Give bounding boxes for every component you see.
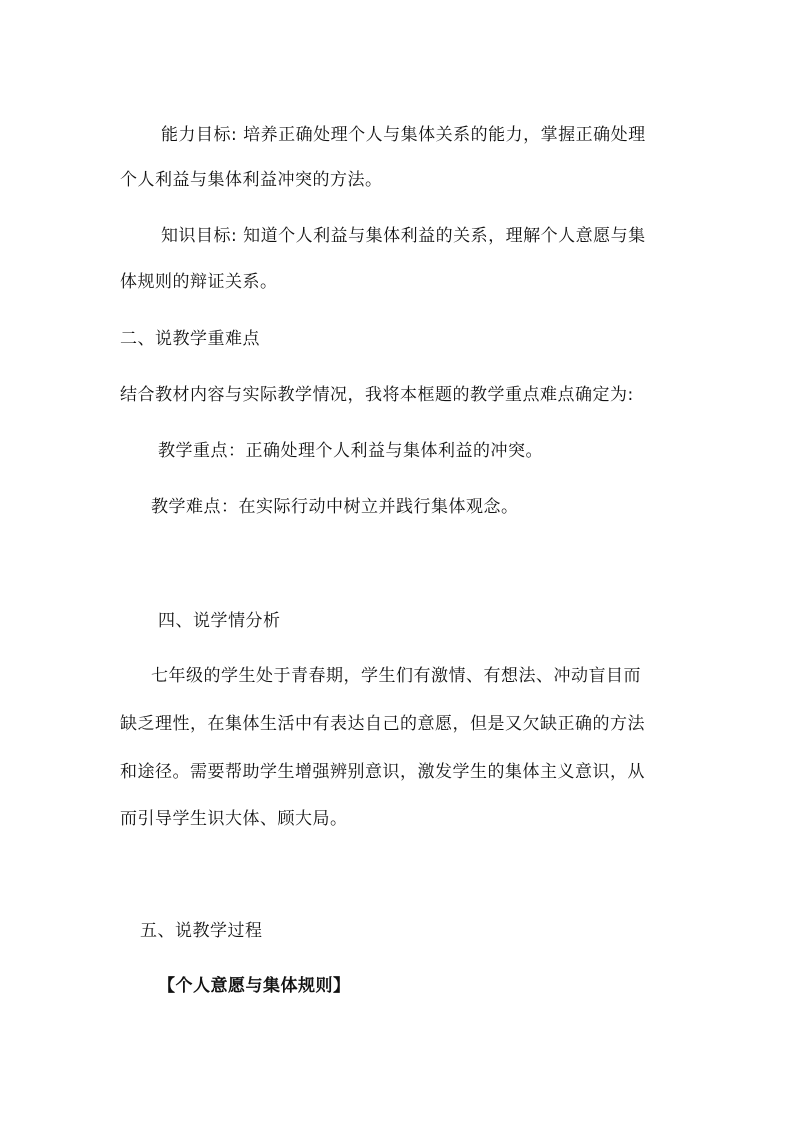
section-4-para-line-3: 和途径。需要帮助学生增强辨别意识，激发学生的集体主义意识，从 [120, 762, 645, 782]
ability-goal-line-1: 能力目标: 培养正确处理个人与集体关系的能力，掌握正确处理 [161, 125, 646, 145]
section-2-heading: 二、说教学重难点 [120, 329, 260, 349]
section-4-heading: 四、说学情分析 [158, 611, 281, 631]
section-4-para-line-1: 七年级的学生处于青春期，学生们有激情、有想法、冲动盲目而 [151, 666, 641, 686]
difficulty-point: 教学难点：在实际行动中树立并践行集体观念。 [151, 497, 519, 517]
knowledge-goal-line-1: 知识目标: 知道个人利益与集体利益的关系，理解个人意愿与集 [161, 226, 646, 246]
knowledge-goal-line-2: 体规则的辩证关系。 [120, 272, 278, 292]
section-5-heading: 五、说教学过程 [140, 921, 263, 941]
section-4-para-line-2: 缺乏理性，在集体生活中有表达自己的意愿，但是又欠缺正确的方法 [120, 714, 645, 734]
section-2-intro: 结合教材内容与实际教学情况，我将本框题的教学重点难点确定为: [120, 385, 634, 405]
section-5-subheading: 【个人意愿与集体规则】 [158, 976, 351, 996]
key-point: 教学重点：正确处理个人利益与集体利益的冲突。 [158, 441, 543, 461]
section-4-para-line-4: 而引导学生识大体、顾大局。 [120, 809, 348, 829]
ability-goal-line-2: 个人利益与集体利益冲突的方法。 [120, 170, 383, 190]
